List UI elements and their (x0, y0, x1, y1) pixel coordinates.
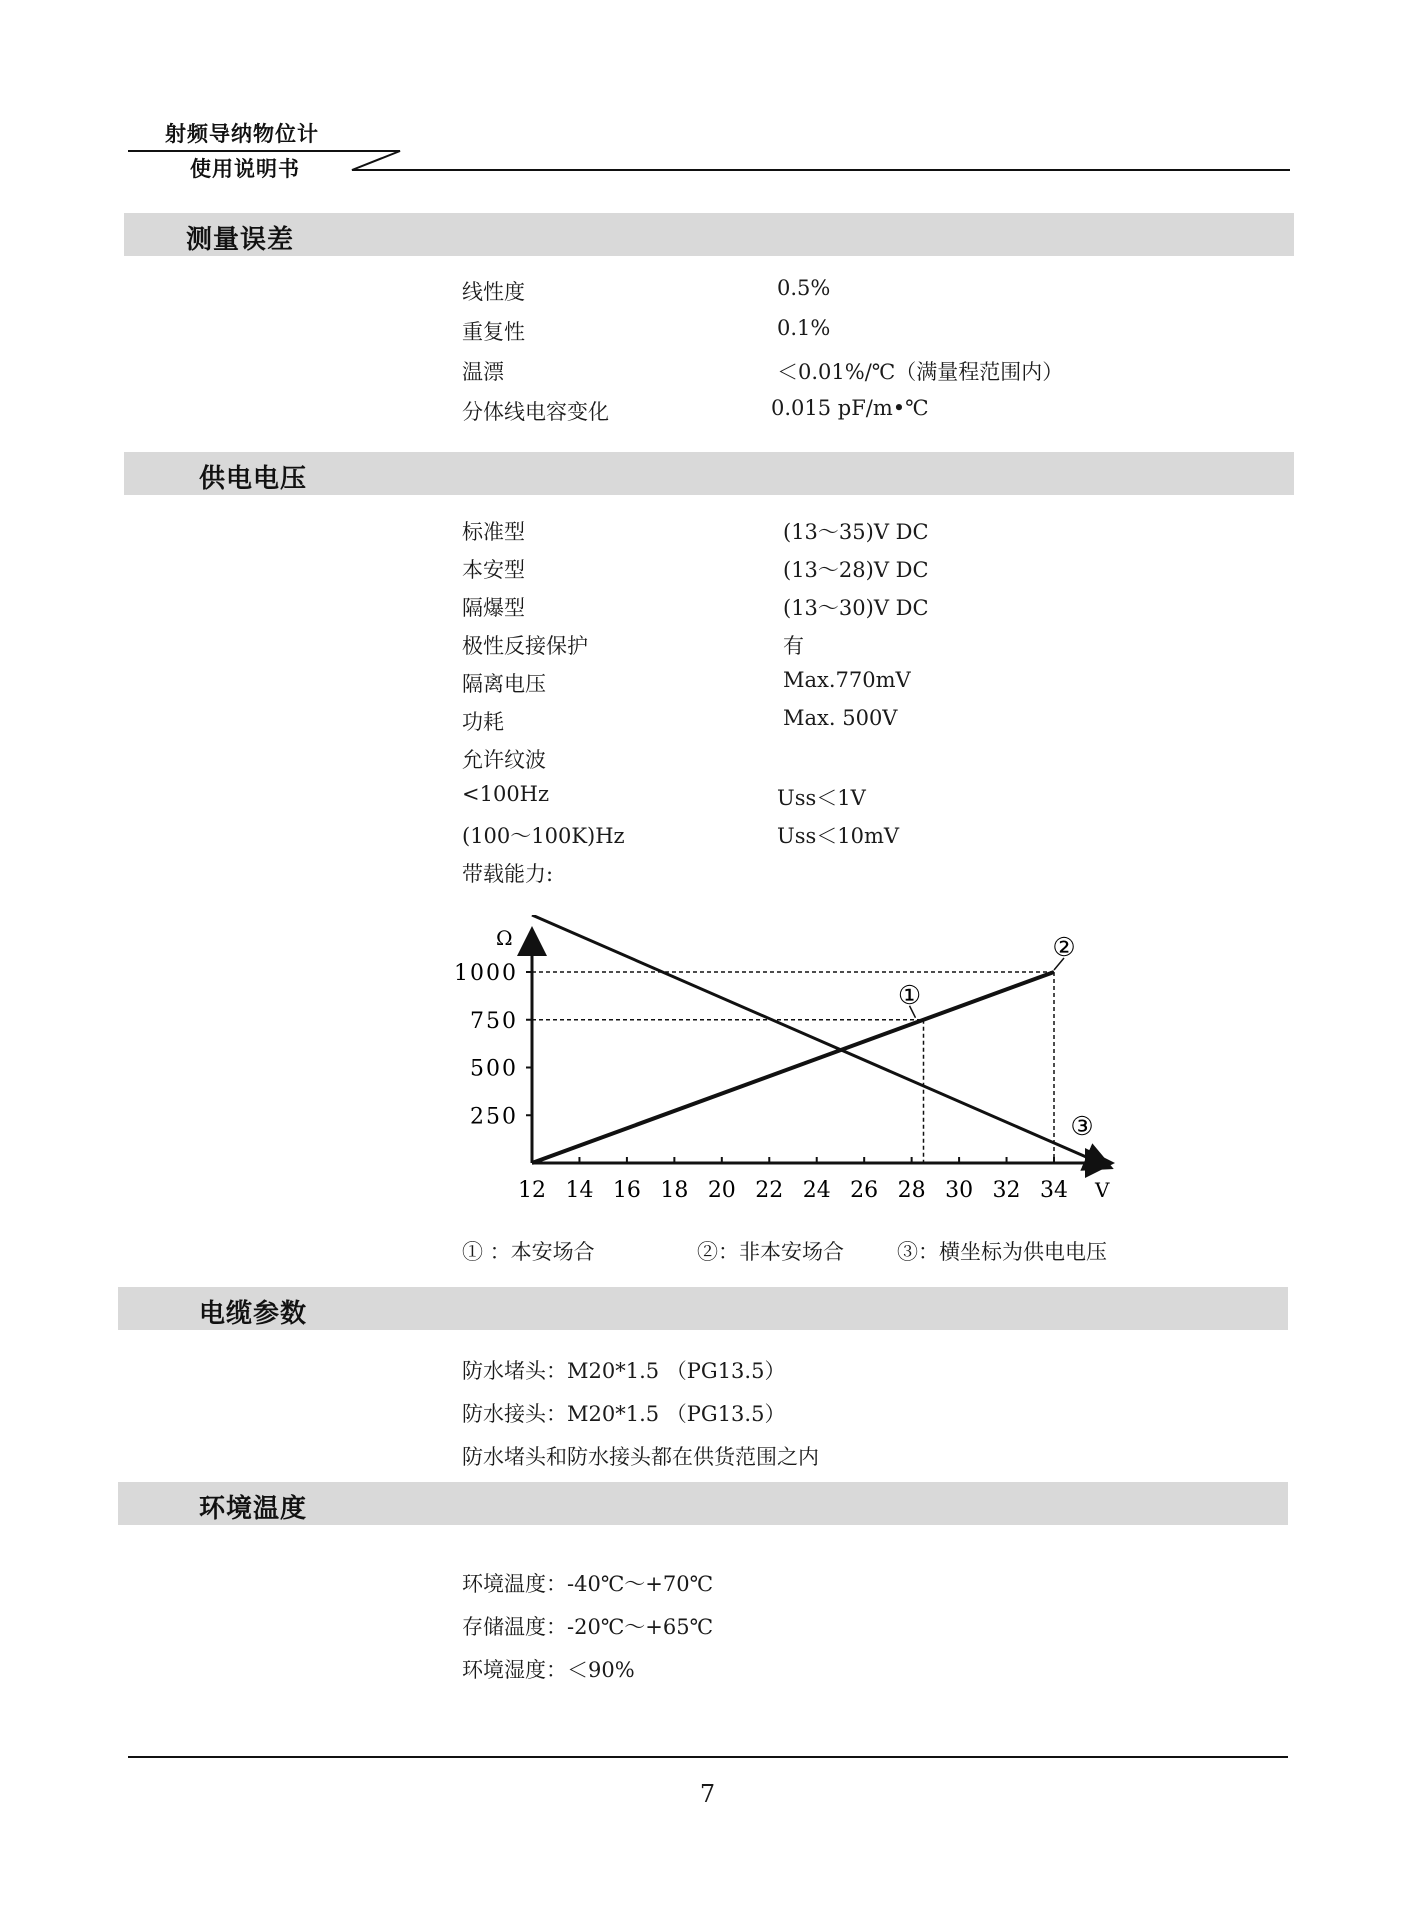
x-tick-label: 14 (565, 1178, 594, 1203)
x-axis (532, 915, 1100, 1163)
row-label: 分体线电容变化 (462, 400, 609, 424)
section-title-cable: 电缆参数 (199, 1299, 308, 1329)
page-number: 7 (699, 1780, 716, 1808)
row-label: (100～100K)Hz (462, 824, 625, 848)
row-label: 隔爆型 (462, 596, 525, 620)
row-label: 带载能力: (462, 862, 554, 886)
row-value: Uss＜10mV (777, 824, 900, 848)
row-value: 0.5% (777, 276, 831, 300)
cable-line: 防水堵头和防水接头都在供货范围之内 (462, 1445, 819, 1469)
row-label: 线性度 (462, 280, 525, 304)
y-axis-label: Ω (496, 926, 513, 950)
y-tick-label: 750 (470, 1008, 518, 1034)
axis-marker: ③ (1070, 1112, 1094, 1142)
callout-markers (898, 933, 1094, 1142)
x-tick-label: 28 (897, 1178, 926, 1203)
row-label: <100Hz (462, 782, 550, 806)
section-title-accuracy: 测量误差 (186, 225, 295, 255)
y-tick-label: 1000 (454, 961, 518, 986)
row-value: (13～35)V DC (783, 520, 929, 544)
row-label: 重复性 (462, 320, 525, 344)
cable-line: 防水堵头：M20*1.5 （PG13.5） (462, 1359, 786, 1383)
load-capacity-chart (440, 915, 1120, 1215)
y-ticks (454, 961, 532, 1129)
row-value: (13～30)V DC (783, 596, 929, 620)
row-label: 允许纹波 (462, 748, 546, 772)
row-label: 温漂 (462, 360, 504, 384)
section-bar-accuracy (124, 213, 1294, 256)
environment-line: 存储温度：-20℃～+65℃ (462, 1615, 714, 1639)
section-bar-cable (118, 1287, 1288, 1330)
row-label: 功耗 (462, 710, 504, 734)
row-value: (13～28)V DC (783, 558, 929, 582)
x-tick-label: 24 (802, 1178, 831, 1203)
x-tick-label: 12 (518, 1178, 546, 1203)
x-tick-label: 34 (1040, 1178, 1068, 1203)
x-tick-label: 16 (612, 1178, 641, 1203)
row-value: Max. 500V (783, 706, 898, 730)
callout-marker: ② (1052, 933, 1076, 963)
chart-legend-1: ① ：本安场合 (462, 1240, 595, 1264)
row-label: 标准型 (462, 520, 525, 544)
row-label: 隔离电压 (462, 672, 546, 696)
section-bar-power (124, 452, 1294, 495)
row-value: Max.770mV (783, 668, 911, 692)
doc-title-line1: 射频导纳物位计 (165, 122, 319, 146)
x-tick-label: 22 (755, 1178, 784, 1203)
x-tick-label: 18 (660, 1178, 689, 1203)
row-label: 极性反接保护 (462, 634, 588, 658)
series-line (532, 972, 1054, 1163)
x-axis-label: V (1095, 1178, 1110, 1202)
x-tick-label: 30 (945, 1178, 974, 1203)
row-value: ＜0.01%/℃（满量程范围内） (777, 360, 1064, 384)
environment-line: 环境湿度：＜90% (462, 1658, 635, 1682)
footer-rule (128, 1756, 1288, 1758)
x-tick-label: 20 (707, 1178, 736, 1203)
section-title-environment: 环境温度 (199, 1494, 308, 1524)
x-tick-label: 32 (992, 1178, 1021, 1203)
chart-legend-2: ②：非本安场合 (697, 1240, 844, 1264)
chart-legend-3: ③：横坐标为供电电压 (897, 1240, 1107, 1264)
x-tick-label: 26 (850, 1178, 879, 1203)
row-label: 本安型 (462, 558, 525, 582)
header-rule (0, 0, 1415, 190)
row-value: 有 (783, 634, 804, 658)
callout-marker: ① (897, 980, 922, 1011)
series-lines (532, 972, 1054, 1163)
row-value: 0.015 pF/m•℃ (771, 396, 929, 420)
section-title-power: 供电电压 (199, 464, 308, 494)
section-bar-environment (118, 1482, 1288, 1525)
cable-line: 防水接头：M20*1.5 （PG13.5） (462, 1402, 786, 1426)
row-value: 0.1% (777, 316, 831, 340)
doc-title-line2: 使用说明书 (190, 157, 300, 181)
y-tick-label: 250 (470, 1104, 518, 1130)
row-value: Uss＜1V (777, 786, 866, 810)
environment-line: 环境温度：-40℃～+70℃ (462, 1572, 714, 1596)
y-tick-label: 500 (470, 1056, 518, 1082)
